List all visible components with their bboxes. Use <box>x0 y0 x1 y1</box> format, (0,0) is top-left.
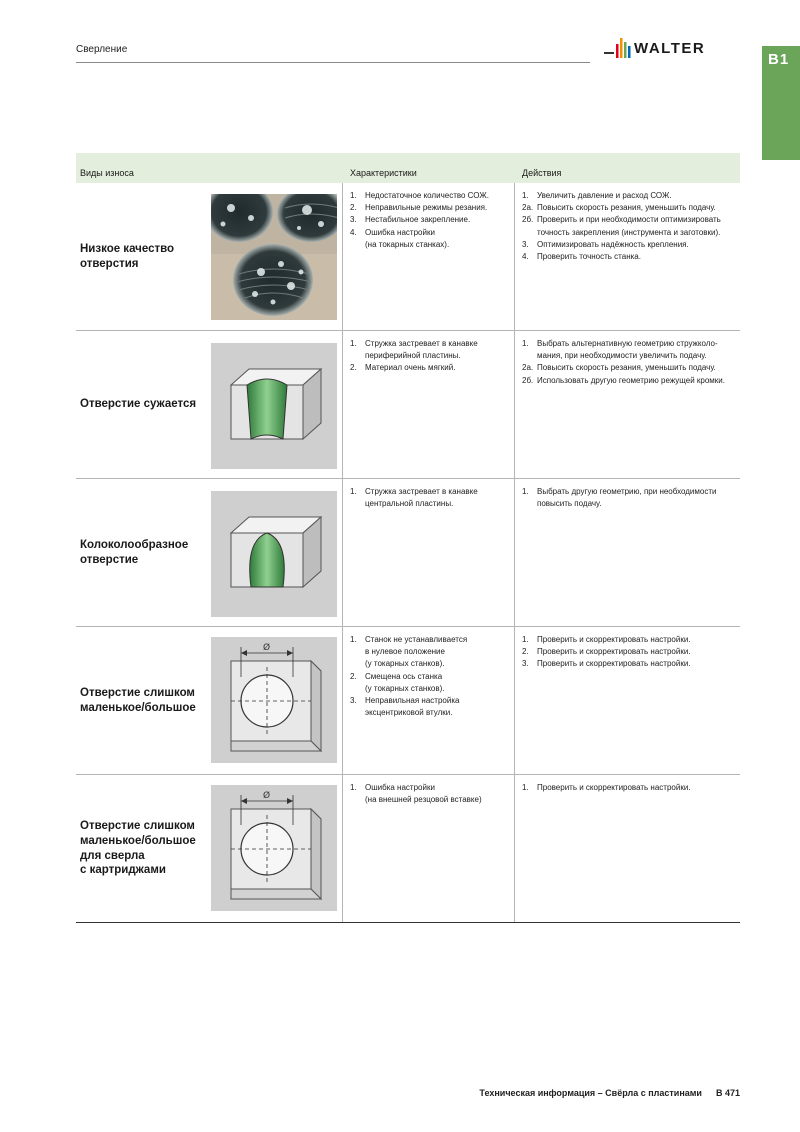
actions-list <box>522 782 738 794</box>
characteristics-list <box>350 782 508 806</box>
svg-text:Ø: Ø <box>263 791 271 801</box>
wear-type-label: Отверстие слишком маленькое/большое для сверла с картриджами <box>80 819 196 877</box>
list-item: 2а. Повысить скорость резания, уменьшить подачу. <box>522 203 716 213</box>
list-item: 1. Увеличить давление и расход СОЖ. <box>522 191 672 200</box>
bell-hole-diagram <box>211 491 337 617</box>
diameter-diagram <box>211 637 337 763</box>
list-item: 2. Смещена ось станка (у токарных станков). <box>350 671 445 693</box>
list-item: 1. Выбрать другую геометрию, при необходимости повысить подачу. <box>522 487 717 509</box>
wear-table <box>76 153 740 923</box>
characteristics-list <box>350 190 508 251</box>
footer-title: Техническая информация – Свёрла с пластинами <box>479 1088 702 1098</box>
list-item: 3. Неправильная настройка эксцентриковой втулки. <box>350 696 460 718</box>
actions-list <box>522 338 738 387</box>
table-row <box>76 626 740 774</box>
wear-type-label: Низкое качество отверстия <box>80 242 175 270</box>
list-item: 1. Стружка застревает в канавке центральной пластины. <box>350 487 478 509</box>
list-item: 1. Станок не устанавливается в нулевое положение (у токарных станков). <box>350 635 468 669</box>
actions-list <box>522 486 738 510</box>
list-item: 3. Нестабильное закрепление. <box>350 215 471 225</box>
list-item: 1. Проверить и скорректировать настройки. <box>522 783 691 792</box>
table-header <box>76 153 740 183</box>
characteristics-list <box>350 338 508 375</box>
walter-logo <box>604 34 744 62</box>
actions-list <box>522 190 738 263</box>
list-item: 1. Недостаточное количество СОЖ. <box>350 191 489 200</box>
svg-text:Ø: Ø <box>263 643 271 653</box>
characteristics-list <box>350 634 508 719</box>
actions-list <box>522 634 738 671</box>
diameter-diagram <box>211 785 337 911</box>
page-number: B 471 <box>715 1088 740 1098</box>
list-item: 2. Материал очень мягкий. <box>350 363 456 373</box>
list-item: 4. Ошибка настройки (на токарных станках). <box>350 227 450 249</box>
chapter-tab[interactable]: B1 <box>762 46 800 160</box>
page-footer <box>479 1088 740 1098</box>
wear-type-label: Колоколообразное отверстие <box>80 538 189 566</box>
list-item: 1. Ошибка настройки (на внешней резцовой вставке) <box>350 783 482 805</box>
table-row <box>76 774 740 923</box>
column-wear: Виды износа <box>80 168 134 178</box>
list-item: 2б. Проверить и при необходимости оптимизировать точность закрепления (инструмента и заготовки). <box>522 215 721 237</box>
list-item: 4. Проверить точность станка. <box>522 252 641 262</box>
table-row <box>76 330 740 478</box>
characteristics-list <box>350 486 508 510</box>
wear-type-label: Отверстие слишком маленькое/большое <box>80 686 196 714</box>
section-title: Сверление <box>76 44 128 55</box>
poor-hole-photo <box>211 194 337 320</box>
list-item: 2б. Использовать другую геометрию режущей кромки. <box>522 375 725 385</box>
header-rule <box>76 62 590 63</box>
tapered-hole-diagram <box>211 343 337 469</box>
wear-type-label: Отверстие сужается <box>80 398 197 411</box>
svg-text:WALTER: WALTER <box>634 40 706 57</box>
list-item: 2. Неправильные режимы резания. <box>350 203 488 213</box>
list-item: 3. Оптимизировать надёжность крепления. <box>522 239 689 249</box>
table-row <box>76 478 740 626</box>
list-item: 1. Выбрать альтернативную геометрию стружколо- мания, при необходимости увеличить подачу. <box>522 339 718 361</box>
list-item: 2а. Повысить скорость резания, уменьшить подачу. <box>522 363 716 373</box>
list-item: 3. Проверить и скорректировать настройки. <box>522 659 691 669</box>
list-item: 1. Стружка застревает в канавке периферийной пластины. <box>350 339 478 361</box>
table-row <box>76 183 740 330</box>
column-characteristics: Характеристики <box>350 168 417 178</box>
list-item: 1. Проверить и скорректировать настройки. <box>522 635 691 644</box>
list-item: 2. Проверить и скорректировать настройки. <box>522 647 691 657</box>
column-actions: Действия <box>522 168 562 178</box>
